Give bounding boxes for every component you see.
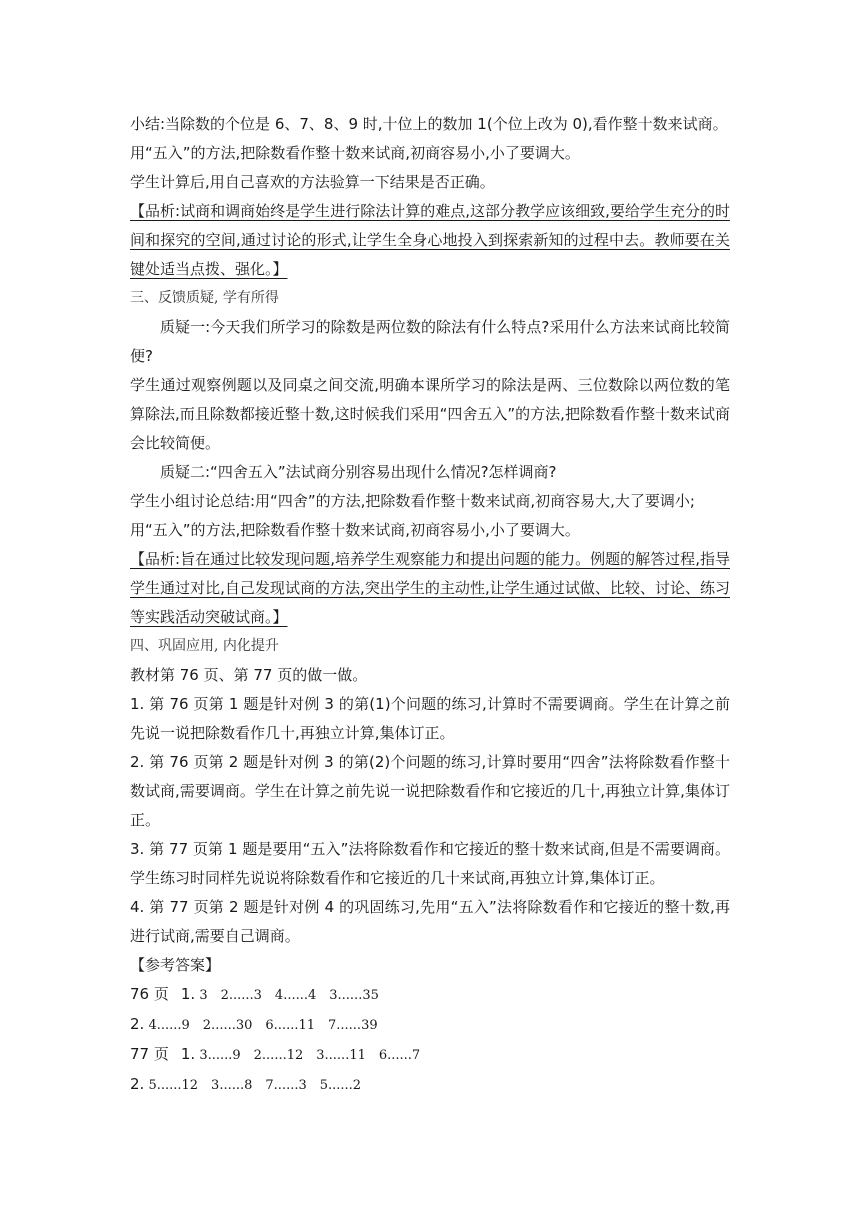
section-heading-3: 三、反馈质疑, 学有所得 (130, 290, 279, 306)
reference-answers-title: 【参考答案】 (130, 956, 221, 974)
answer-values: 3......9 2......12 3......11 6......7 (199, 1048, 421, 1063)
exercise-item-4: 4. 第 77 页第 2 题是针对例 4 的巩固练习,先用“五入”法将除数看作和它接近的整十数,再进行试商,需要自己调商。 (130, 898, 730, 945)
answer-page-label: 77 页 (130, 1045, 169, 1063)
discussion-summary-2: 用“五入”的方法,把除数看作整十数来试商,初商容易小,小了要调大。 (130, 521, 580, 539)
analysis-note-1: 【品析:试商和调商始终是学生进行除法计算的难点,这部分教学应该细致,要给学生充分的时间和探究的空间,通过讨论的形式,让学生全身心地投入到探索新知的过程中去。教师要在关键处适当点拨、强化。】 (130, 202, 730, 278)
summary-line: 小结:当除数的个位是 6、7、8、9 时,十位上的数加 1(个位上改为 0),看作整十数来试商。 (130, 115, 728, 133)
answer-list (130, 980, 730, 1100)
answer-page-label: 76 页 (130, 985, 169, 1003)
answer-values: 4......9 2......30 6......11 7......39 (148, 1018, 378, 1033)
analysis-note-2: 【品析:旨在通过比较发现问题,培养学生观察能力和提出问题的能力。例题的解答过程,指导学生通过对比,自己发现试商的方法,突出学生的主动性,让学生通过试做、比较、讨论、练习等实践活动突破试商。】 (130, 550, 730, 626)
answer-row (130, 1070, 730, 1100)
answer-number: 1. (180, 1045, 196, 1063)
answer-values: 5......12 3......8 7......3 5......2 (148, 1078, 362, 1093)
answer-row (130, 1040, 730, 1070)
question-2: 质疑二:“四舍五入”法试商分别容易出现什么情况?怎样调商? (160, 463, 557, 481)
document-body (130, 110, 730, 1100)
answer-number: 1. (180, 985, 196, 1003)
answer-values: 3 2......3 4......4 3......35 (199, 988, 379, 1003)
discussion-summary: 学生小组讨论总结:用“四舍”的方法,把除数看作整十数来试商,初商容易大,大了要调小; (130, 492, 695, 510)
answer-paragraph-1: 学生通过观察例题以及同桌之间交流,明确本课所学习的除法是两、三位数除以两位数的笔算除法,而且除数都接近整十数,这时候我们采用“四舍五入”的方法,把除数看作整十数来试商会比较简便。 (130, 376, 730, 452)
verification-note: 学生计算后,用自己喜欢的方法验算一下结果是否正确。 (130, 173, 495, 191)
answer-row (130, 1010, 730, 1040)
exercise-item-2: 2. 第 76 页第 2 题是针对例 3 的第(2)个问题的练习,计算时要用“四舍”法将除数看作整十数试商,需要调商。学生在计算之前先说一说把除数看作和它接近的几十,再独立计算,集体订正。 (130, 753, 730, 829)
exercise-item-3: 3. 第 77 页第 1 题是要用“五入”法将除数看作和它接近的整十数来试商,但是不需要调商。学生练习时同样先说说将除数看作和它接近的几十来试商,再独立计算,集体订正。 (130, 840, 730, 887)
textbook-reference: 教材第 76 页、第 77 页的做一做。 (130, 666, 368, 684)
answer-number: 2. (130, 1075, 145, 1093)
question-1: 质疑一:今天我们所学习的除数是两位数的除法有什么特点?采用什么方法来试商比较简便? (130, 318, 730, 365)
summary-line-2: 用“五入”的方法,把除数看作整十数来试商,初商容易小,小了要调大。 (130, 144, 580, 162)
exercise-item-1: 1. 第 76 页第 1 题是针对例 3 的第(1)个问题的练习,计算时不需要调商。学生在计算之前先说一说把除数看作几十,再独立计算,集体订正。 (130, 695, 730, 742)
answer-number: 2. (130, 1015, 145, 1033)
answer-row (130, 980, 730, 1010)
section-heading-4: 四、巩固应用, 内化提升 (130, 638, 279, 654)
